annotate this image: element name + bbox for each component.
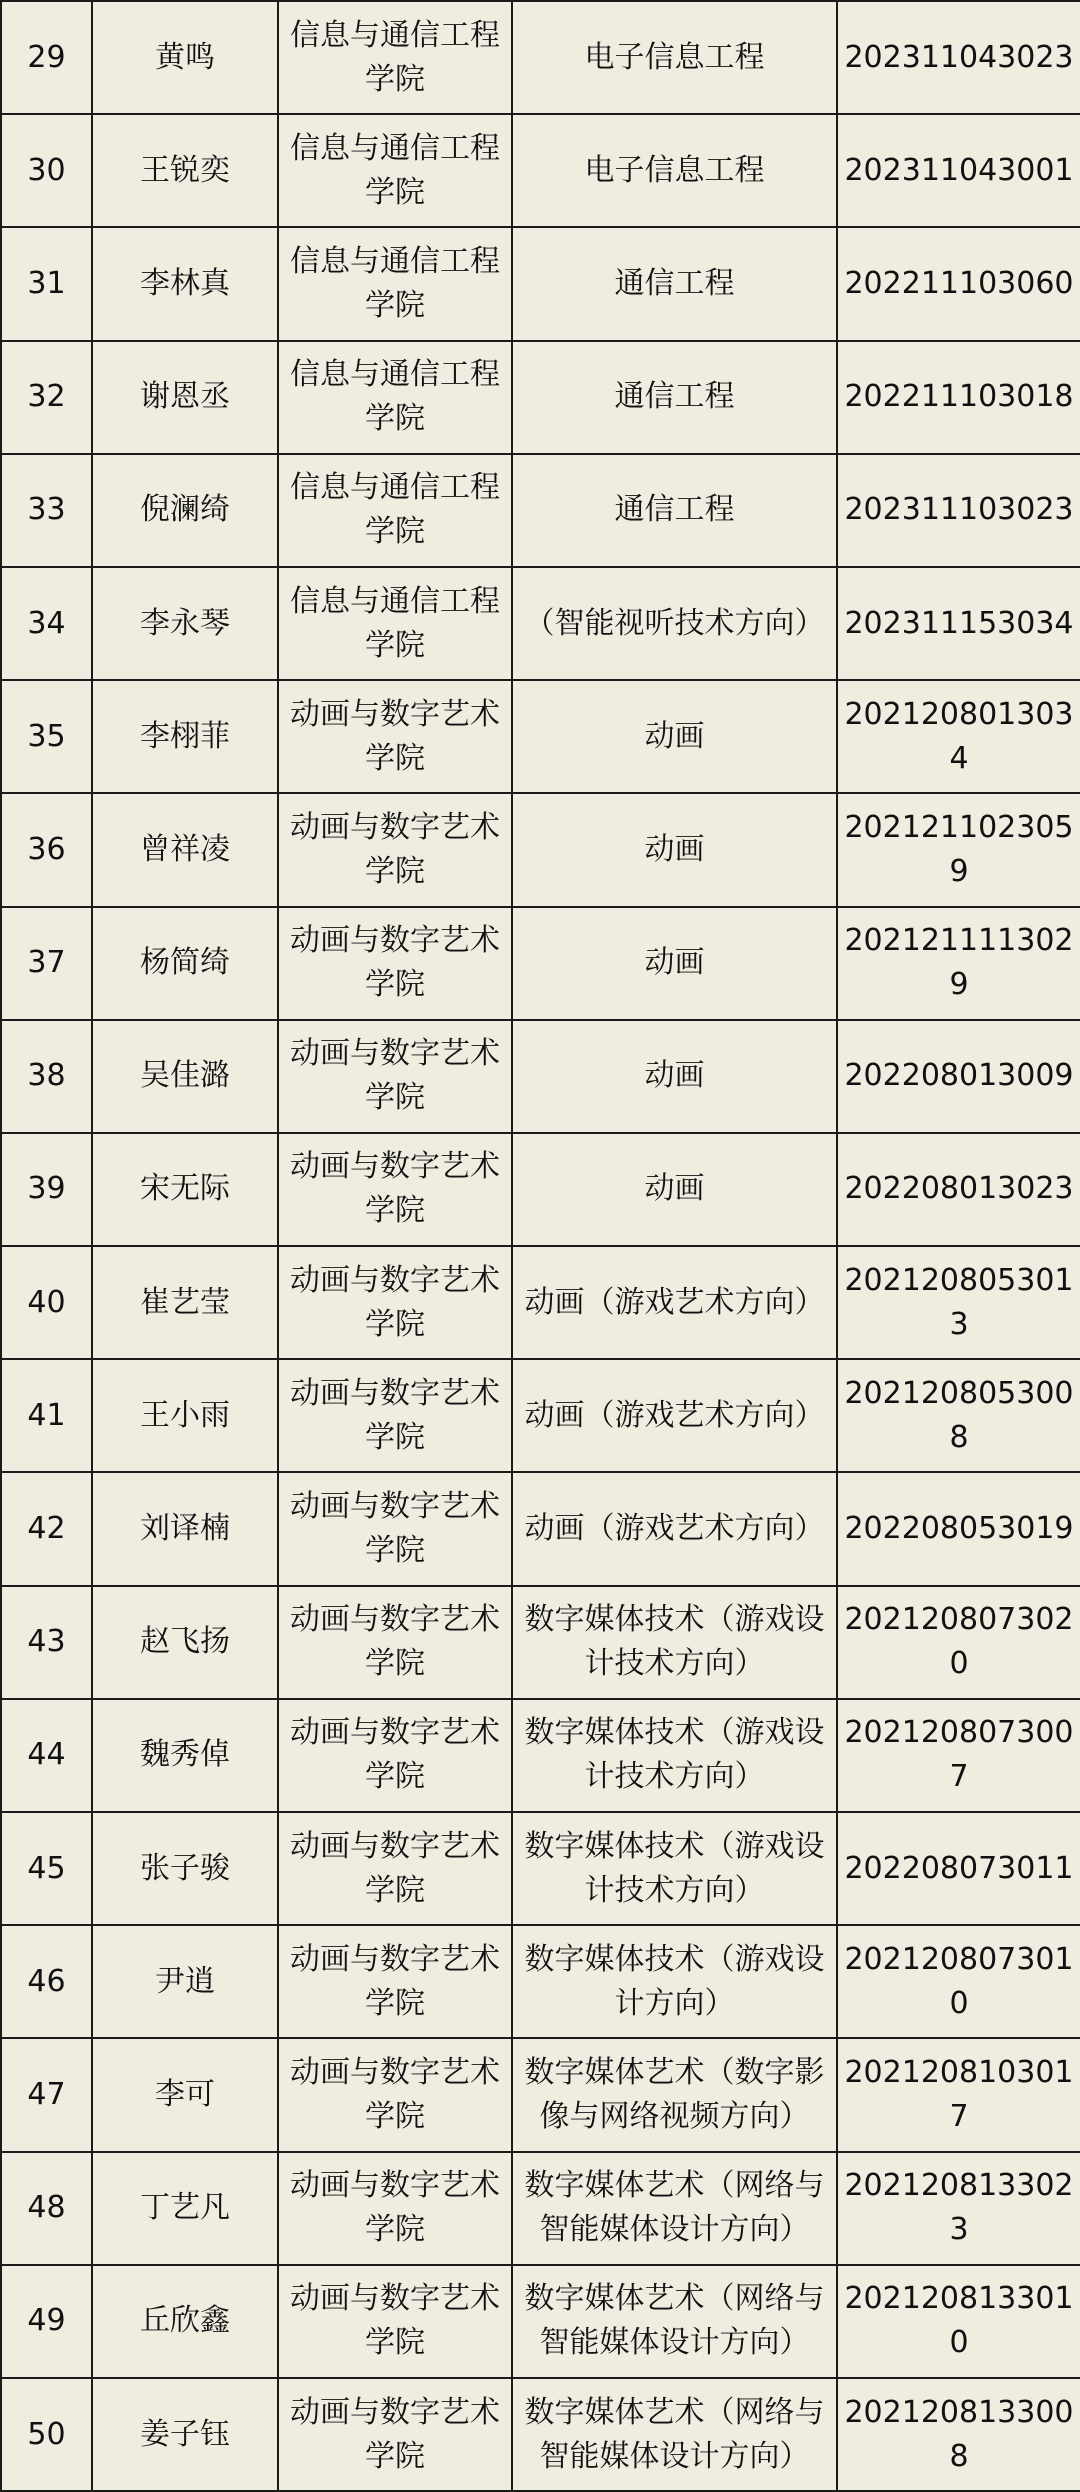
major-cell: 动画 [512, 1133, 837, 1246]
table-row [1, 227, 1080, 340]
row-number-cell: 46 [1, 1925, 92, 2038]
student-id-cell: 2021211023059 [837, 793, 1080, 906]
table-row [1, 793, 1080, 906]
college-cell: 信息与通信工程学院 [278, 114, 512, 227]
major-cell: （智能视听技术方向） [512, 567, 837, 680]
college-cell: 动画与数字艺术学院 [278, 1246, 512, 1359]
student-id-cell: 202208053019 [837, 1472, 1080, 1585]
student-name-cell: 赵飞扬 [92, 1586, 278, 1699]
row-number-cell: 41 [1, 1359, 92, 1472]
table-row [1, 2038, 1080, 2151]
student-name-cell: 魏秀倬 [92, 1699, 278, 1812]
student-id-cell: 202311043023 [837, 1, 1080, 114]
student-name-cell: 李栩菲 [92, 680, 278, 793]
student-name-cell: 倪澜绮 [92, 454, 278, 567]
table-row [1, 907, 1080, 1020]
student-id-cell: 2021208013034 [837, 680, 1080, 793]
table-row [1, 1246, 1080, 1359]
row-number-cell: 47 [1, 2038, 92, 2151]
college-cell: 动画与数字艺术学院 [278, 2265, 512, 2378]
row-number-cell: 50 [1, 2378, 92, 2491]
major-cell: 数字媒体艺术（数字影像与网络视频方向） [512, 2038, 837, 2151]
college-cell: 信息与通信工程学院 [278, 454, 512, 567]
major-cell: 电子信息工程 [512, 1, 837, 114]
table-row [1, 680, 1080, 793]
table-row [1, 1, 1080, 114]
major-cell: 通信工程 [512, 454, 837, 567]
table-row [1, 1586, 1080, 1699]
row-number-cell: 45 [1, 1812, 92, 1925]
major-cell: 动画（游戏艺术方向） [512, 1359, 837, 1472]
row-number-cell: 37 [1, 907, 92, 1020]
major-cell: 通信工程 [512, 227, 837, 340]
student-name-cell: 吴佳潞 [92, 1020, 278, 1133]
row-number-cell: 49 [1, 2265, 92, 2378]
student-name-cell: 李永琴 [92, 567, 278, 680]
student-id-cell: 2021208073010 [837, 1925, 1080, 2038]
student-name-cell: 王锐奕 [92, 114, 278, 227]
row-number-cell: 32 [1, 341, 92, 454]
table-row [1, 1699, 1080, 1812]
major-cell: 数字媒体技术（游戏设计技术方向） [512, 1586, 837, 1699]
student-id-cell: 202311153034 [837, 567, 1080, 680]
row-number-cell: 40 [1, 1246, 92, 1359]
major-cell: 通信工程 [512, 341, 837, 454]
college-cell: 动画与数字艺术学院 [278, 907, 512, 1020]
student-name-cell: 刘译楠 [92, 1472, 278, 1585]
major-cell: 动画 [512, 907, 837, 1020]
major-cell: 动画 [512, 1020, 837, 1133]
student-name-cell: 谢恩丞 [92, 341, 278, 454]
college-cell: 动画与数字艺术学院 [278, 793, 512, 906]
row-number-cell: 39 [1, 1133, 92, 1246]
student-name-cell: 丘欣鑫 [92, 2265, 278, 2378]
college-cell: 动画与数字艺术学院 [278, 1359, 512, 1472]
college-cell: 动画与数字艺术学院 [278, 2038, 512, 2151]
student-name-cell: 王小雨 [92, 1359, 278, 1472]
major-cell: 动画 [512, 680, 837, 793]
college-cell: 动画与数字艺术学院 [278, 2152, 512, 2265]
college-cell: 动画与数字艺术学院 [278, 1020, 512, 1133]
student-name-cell: 黄鸣 [92, 1, 278, 114]
student-name-cell: 姜子钰 [92, 2378, 278, 2491]
table-row [1, 114, 1080, 227]
student-id-cell: 202311103023 [837, 454, 1080, 567]
college-cell: 信息与通信工程学院 [278, 567, 512, 680]
row-number-cell: 38 [1, 1020, 92, 1133]
student-id-cell: 202208073011 [837, 1812, 1080, 1925]
table-row [1, 2152, 1080, 2265]
row-number-cell: 33 [1, 454, 92, 567]
college-cell: 动画与数字艺术学院 [278, 1699, 512, 1812]
student-id-cell: 202211103060 [837, 227, 1080, 340]
student-id-cell: 2021211113029 [837, 907, 1080, 1020]
student-name-cell: 李可 [92, 2038, 278, 2151]
table-row [1, 2265, 1080, 2378]
student-name-cell: 张子骏 [92, 1812, 278, 1925]
table-row [1, 1812, 1080, 1925]
college-cell: 动画与数字艺术学院 [278, 1586, 512, 1699]
college-cell: 动画与数字艺术学院 [278, 680, 512, 793]
student-id-cell: 2021208133010 [837, 2265, 1080, 2378]
student-id-cell: 2021208133008 [837, 2378, 1080, 2491]
college-cell: 信息与通信工程学院 [278, 227, 512, 340]
student-id-cell: 2021208133023 [837, 2152, 1080, 2265]
major-cell: 数字媒体技术（游戏设计技术方向） [512, 1812, 837, 1925]
row-number-cell: 34 [1, 567, 92, 680]
table-row [1, 1472, 1080, 1585]
major-cell: 动画（游戏艺术方向） [512, 1246, 837, 1359]
student-id-cell: 2021208103017 [837, 2038, 1080, 2151]
college-cell: 信息与通信工程学院 [278, 1, 512, 114]
college-cell: 动画与数字艺术学院 [278, 1133, 512, 1246]
table-body [1, 1, 1080, 2491]
student-id-cell: 202211103018 [837, 341, 1080, 454]
college-cell: 动画与数字艺术学院 [278, 1812, 512, 1925]
table-row [1, 1133, 1080, 1246]
table-row [1, 454, 1080, 567]
major-cell: 电子信息工程 [512, 114, 837, 227]
row-number-cell: 42 [1, 1472, 92, 1585]
student-id-cell: 2021208053013 [837, 1246, 1080, 1359]
student-id-cell: 202208013009 [837, 1020, 1080, 1133]
student-id-cell: 202208013023 [837, 1133, 1080, 1246]
college-cell: 信息与通信工程学院 [278, 341, 512, 454]
student-name-cell: 李林真 [92, 227, 278, 340]
college-cell: 动画与数字艺术学院 [278, 1472, 512, 1585]
student-name-cell: 尹逍 [92, 1925, 278, 2038]
row-number-cell: 35 [1, 680, 92, 793]
row-number-cell: 29 [1, 1, 92, 114]
student-name-cell: 杨简绮 [92, 907, 278, 1020]
table-row [1, 2378, 1080, 2491]
student-name-cell: 曾祥凌 [92, 793, 278, 906]
major-cell: 数字媒体艺术（网络与智能媒体设计方向） [512, 2378, 837, 2491]
major-cell: 数字媒体技术（游戏设计方向） [512, 1925, 837, 2038]
row-number-cell: 43 [1, 1586, 92, 1699]
row-number-cell: 31 [1, 227, 92, 340]
table-row [1, 567, 1080, 680]
table-row [1, 1020, 1080, 1133]
major-cell: 动画（游戏艺术方向） [512, 1472, 837, 1585]
table-row [1, 1925, 1080, 2038]
student-name-cell: 崔艺莹 [92, 1246, 278, 1359]
student-name-cell: 丁艺凡 [92, 2152, 278, 2265]
table-row [1, 1359, 1080, 1472]
major-cell: 数字媒体艺术（网络与智能媒体设计方向） [512, 2265, 837, 2378]
college-cell: 动画与数字艺术学院 [278, 2378, 512, 2491]
row-number-cell: 44 [1, 1699, 92, 1812]
student-id-cell: 2021208073007 [837, 1699, 1080, 1812]
student-id-cell: 202311043001 [837, 114, 1080, 227]
row-number-cell: 36 [1, 793, 92, 906]
student-id-cell: 2021208053008 [837, 1359, 1080, 1472]
student-name-cell: 宋无际 [92, 1133, 278, 1246]
major-cell: 数字媒体艺术（网络与智能媒体设计方向） [512, 2152, 837, 2265]
college-cell: 动画与数字艺术学院 [278, 1925, 512, 2038]
major-cell: 数字媒体技术（游戏设计技术方向） [512, 1699, 837, 1812]
major-cell: 动画 [512, 793, 837, 906]
table-row [1, 341, 1080, 454]
row-number-cell: 48 [1, 2152, 92, 2265]
row-number-cell: 30 [1, 114, 92, 227]
student-id-cell: 2021208073020 [837, 1586, 1080, 1699]
